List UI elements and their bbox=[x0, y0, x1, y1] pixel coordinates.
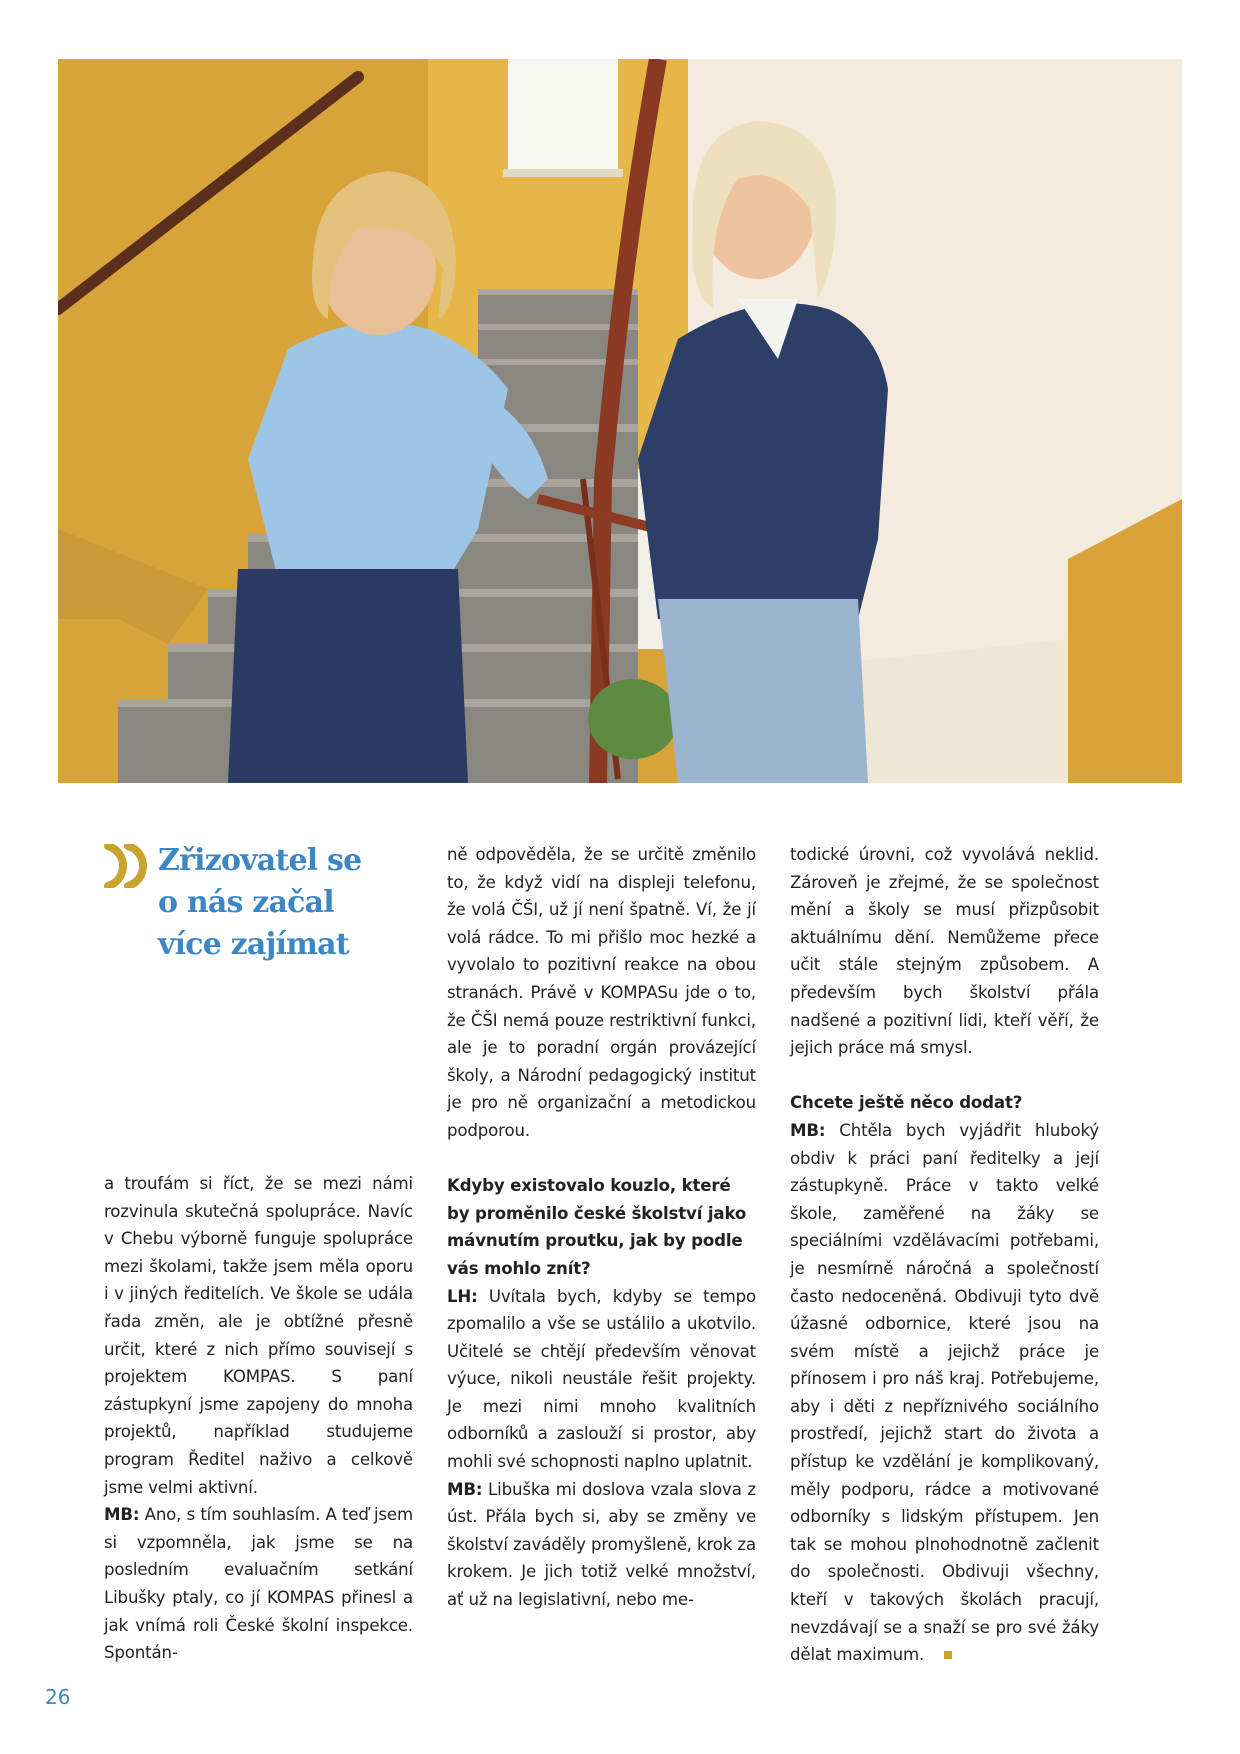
text-column-3 bbox=[790, 841, 1099, 1669]
paragraph: a troufám si říct, že se mezi námi rozvinula skutečná spolupráce. Navíc v Chebu výborně funguje spolupráce mezi školami, takže jsem měla oporu i v jiných ředitelích. Ve škole se udála řada změn, ale je obtížné přesně určit, které z nich přímo souvisejí s projektem KOMPAS. S paní zástupkyní jsme zapojeny do mnoha projektů, například studujeme program Ředitel naživo a celkově jsme velmi aktivní. bbox=[104, 1174, 413, 1497]
quote-marks-icon bbox=[104, 844, 152, 888]
speaker-label: MB: bbox=[447, 1479, 483, 1499]
speaker-label: MB: bbox=[104, 1505, 140, 1525]
interview-question: Chcete ještě něco dodat? bbox=[790, 1093, 1023, 1113]
article-photo bbox=[58, 59, 1182, 783]
answer-text: Chtěla bych vyjádřit hluboký obdiv k práci paní ředitelky a její zástupkyně. Práce v takto velké škole, zaměřené na žáky se speciálními vzdělávacími potřebami, je nesmírně náročná a společností často nedoceněná. Obdivuji tyto dvě úžasné odbornice, které jsou na svém místě a jejichž práce je přínosem i pro náš kraj. Potřebujeme, aby i děti z nepříznivého sociálního prostředí, jejichž start do života a přístup ke vzdělání je komplikovaný, měly podporu, rádce a motivované odborníky s lidským přístupem. Jen tak se mohou plnohodnotně začlenit do společnosti. Obdivuji všechny, kteří v takových školách pracují, nevzdávají se a snaží se pro své žáky dělat maximum. bbox=[790, 1120, 1099, 1665]
text-column-2 bbox=[447, 841, 756, 1614]
pull-quote-text: Zřizovatel se o nás začal více zajímat bbox=[158, 843, 362, 962]
interview-question: Kdyby existovalo kouzlo, které by proměnilo české školství jako mávnutím proutku, jak by podle vás mohlo znít? bbox=[447, 1176, 747, 1278]
page-number: 26 bbox=[45, 1685, 71, 1709]
paragraph bbox=[790, 1117, 1099, 1669]
answer-text: Ano, s tím souhlasím. A teď jsem si vzpomněla, jak jsme se na posledním evaluačním setkání Libušky ptaly, co jí KOMPAS přinesl a jak vnímá roli České školní inspekce. Spontán- bbox=[104, 1505, 413, 1663]
speaker-label: LH: bbox=[447, 1286, 478, 1306]
paragraph bbox=[447, 1476, 756, 1614]
stairwell-portrait-illustration bbox=[58, 59, 1182, 783]
paragraph bbox=[104, 1501, 413, 1667]
text-column-1 bbox=[104, 1170, 413, 1667]
answer-text: Libuška mi doslova vzala slova z úst. Přála bych si, aby se změny ve školství zaváděly promyšleně, krok za krokem. Je jich totiž velké množství, ať už na legislativní, nebo me- bbox=[447, 1479, 756, 1610]
paragraph: ně odpověděla, že se určitě změnilo to, že když vidí na displeji telefonu, že volá ČŠI, už jí není špatně. Ví, že jí volá rádce. To mi přišlo moc hezké a vyvolalo to pozitivní reakce na obou stranách. Právě v KOMPASu jde o to, že ČŠI nemá pouze restriktivní funkci, ale je to poradní orgán provázející školy, a Národní pedagogický institut je pro ně organizační a metodickou podporou. bbox=[447, 845, 756, 1140]
speaker-label: MB: bbox=[790, 1120, 826, 1140]
paragraph: todické úrovni, což vyvolává neklid. Zároveň je zřejmé, že se společnost mění a školy se musí přizpůsobit aktuálnímu dění. Nemůžeme přece učit stále stejným způsobem. A především bych školství přála nadšené a pozitivní lidi, kteří věří, že jejich práce má smysl. bbox=[790, 845, 1099, 1058]
paragraph bbox=[447, 1283, 756, 1476]
end-of-article-icon bbox=[944, 1651, 952, 1659]
answer-text: Uvítala bych, kdyby se tempo zpomalilo a vše se ustálilo a ukotvilo. Učitelé se chtějí především věnovat výuce, nikoli neustále řešit projekty. Je mezi nimi mnoho kvalitních odborníků a zaslouží si prostor, aby mohli své schopnosti naplno uplatnit. bbox=[447, 1286, 756, 1472]
pull-quote bbox=[104, 840, 394, 966]
